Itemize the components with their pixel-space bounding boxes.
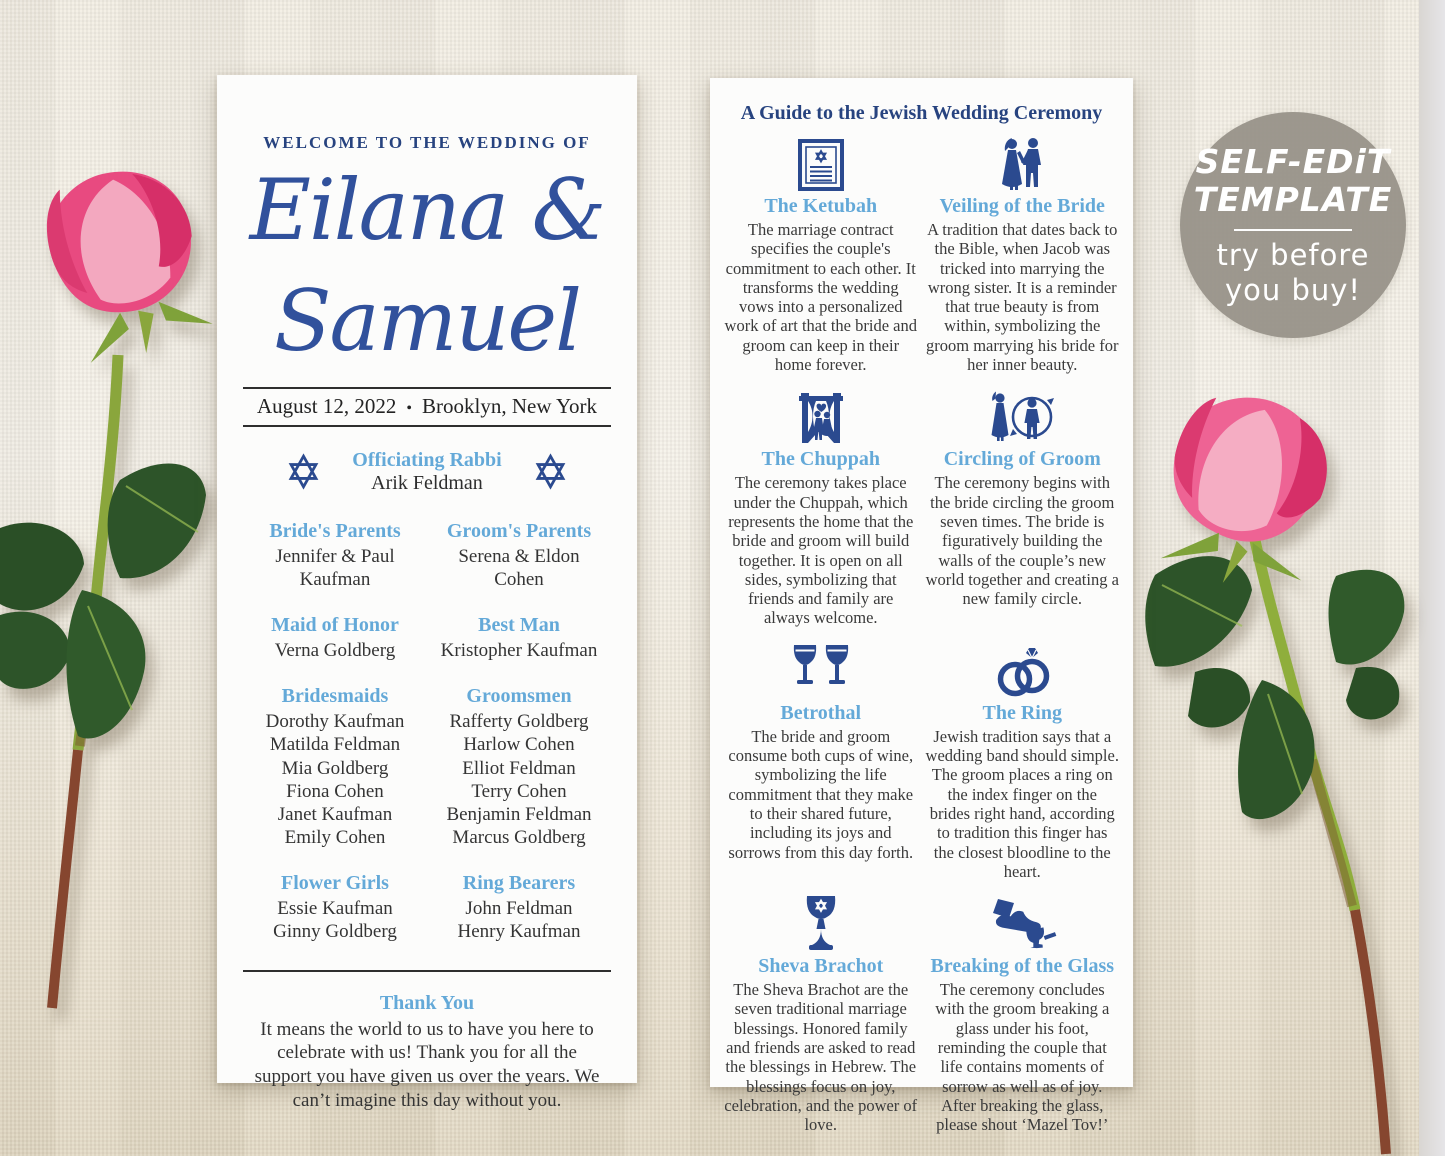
guide-section-title: Veiling of the Bride <box>939 195 1105 217</box>
guide-section-veiling <box>926 137 1120 374</box>
role-name: John Feldman <box>465 898 573 920</box>
kiddush-cup-icon <box>801 897 841 951</box>
self-edit-badge <box>1180 112 1406 338</box>
couple-name-line2: Samuel <box>274 271 580 370</box>
role-name: Terry Cohen <box>471 780 567 802</box>
role-name: Matilda Feldman <box>269 734 401 756</box>
role-ring-bearers <box>427 872 611 943</box>
wedding-date: August 12, 2022 <box>256 393 397 418</box>
role-grooms-parents <box>427 520 611 591</box>
role-name: Fiona Cohen <box>286 780 384 802</box>
role-flower-girls <box>243 872 427 943</box>
guide-section-text: The Sheva Brachot are the seven traditional marriage blessings. Honored family and friends are asked to read the blessings in Hebrew. The blessings focus on joy, celebration, and the power of love. <box>724 980 918 1135</box>
role-name: Kaufman <box>299 568 371 590</box>
role-title: Bridesmaids <box>281 685 389 708</box>
role-name: Janet Kaufman <box>277 803 393 825</box>
guide-section-title: The Ketubah <box>764 195 878 217</box>
officiant-title: Officiating Rabbi <box>352 448 502 471</box>
officiant-section <box>235 449 619 494</box>
wedding-party-grid <box>235 520 619 944</box>
guide-section-title: Sheva Brachot <box>758 955 884 978</box>
role-names <box>427 710 611 849</box>
role-title: Groom's Parents <box>446 519 592 542</box>
role-name: Essie Kaufman <box>277 898 393 920</box>
role-title: Maid of Honor <box>271 614 399 637</box>
role-groomsmen <box>427 685 611 849</box>
role-name: Harlow Cohen <box>463 734 575 756</box>
role-names <box>427 639 611 662</box>
role-brides-parents <box>243 520 427 591</box>
rose-photo-right <box>1140 380 1445 1156</box>
date-location-row <box>235 389 619 425</box>
role-name: Serena & Eldon <box>458 545 580 567</box>
wine-glasses-icon <box>790 644 852 698</box>
welcome-heading: WELCOME TO THE WEDDING OF <box>263 133 591 152</box>
guide-section-title: Breaking of the Glass <box>930 955 1115 978</box>
role-maid-of-honor <box>243 614 427 662</box>
guide-card <box>710 78 1133 1135</box>
role-name: Mia Goldberg <box>281 757 389 779</box>
guide-section-text: Jewish tradition says that a wedding band should simple. The groom places a ring on the index finger on the brides right hand, according to tradition this finger has the closest bloodline to the heart. <box>925 726 1119 881</box>
guide-section-title: Betrothal <box>780 701 862 724</box>
rose-illustration <box>1140 380 1445 1156</box>
guide-grid <box>720 137 1123 1135</box>
badge-line3: try before <box>1216 237 1370 272</box>
role-name: Ginny Goldberg <box>273 921 397 943</box>
circling-icon <box>990 390 1054 444</box>
role-name: Verna Goldberg <box>274 640 396 662</box>
star-of-david-icon <box>532 453 569 490</box>
role-names <box>243 639 427 662</box>
role-name: Emily Cohen <box>284 827 386 849</box>
guide-section-ring <box>926 644 1120 881</box>
thank-you-heading: Thank You <box>379 991 475 1014</box>
guide-section-chuppah <box>724 390 918 627</box>
role-best-man <box>427 614 611 662</box>
role-name: Elliot Feldman <box>462 757 576 779</box>
role-name: Jennifer & Paul <box>275 545 395 567</box>
divider <box>243 970 611 972</box>
rose-illustration <box>0 150 230 1010</box>
role-name: Kristopher Kaufman <box>440 640 598 662</box>
badge-line1: SELF-EDiT <box>1195 141 1391 181</box>
guide-section-circling <box>926 390 1120 627</box>
divider <box>243 425 611 427</box>
guide-section-sheva <box>724 897 918 1134</box>
guide-section-text: The bride and groom consume both cups of wine, symbolizing the life commitment that they make to their shared future, including its joys and sorrows from this day forth. <box>728 726 914 862</box>
program-card <box>217 75 637 1111</box>
thank-you-text: It means the world to us to have you here to celebrate with us! Thank you for all the support you have given us over the years. We can’t imagine this day without you. <box>254 1018 600 1111</box>
role-name: Cohen <box>494 568 544 590</box>
ketubah-icon <box>798 137 844 191</box>
rose-photo-left <box>0 150 230 1010</box>
role-names <box>427 897 611 943</box>
role-names <box>427 545 611 591</box>
wedding-location: Brooklyn, New York <box>422 393 598 418</box>
guide-section-ketubah <box>724 137 918 374</box>
role-title: Flower Girls <box>281 872 389 895</box>
role-name: Marcus Goldberg <box>452 827 586 849</box>
role-name: Dorothy Kaufman <box>265 711 405 733</box>
breaking-glass-icon <box>984 897 1060 951</box>
guide-section-text: The ceremony takes place under the Chuppah, which represents the home that the bride and groom will build together. It is open on all sides, symbolizing that friends and family are always welcome. <box>728 473 914 628</box>
badge-divider <box>1234 229 1352 231</box>
rings-icon <box>992 644 1052 698</box>
role-name: Benjamin Feldman <box>446 803 592 825</box>
role-names <box>243 897 427 943</box>
guide-section-breaking-glass <box>926 897 1120 1134</box>
badge-line4: you buy! <box>1224 272 1362 307</box>
guide-section-betrothal <box>724 644 918 881</box>
role-names <box>243 710 427 849</box>
role-title: Best Man <box>478 614 560 637</box>
guide-section-text: A tradition that dates back to the Bible, when Jacob was tricked into marrying the wrong sister. It is a reminder that true beauty is from within, symbolizing the groom marrying his bride for her inner beauty. <box>926 220 1119 375</box>
role-names <box>243 545 427 591</box>
guide-title: A Guide to the Jewish Wedding Ceremony <box>740 102 1103 124</box>
guide-section-title: The Chuppah <box>761 448 880 471</box>
star-of-david-icon <box>285 453 322 490</box>
guide-section-text: The ceremony begins with the bride circling the groom seven times. The bride is figuratively building the walls of the couple’s new world together and creating a new family circle. <box>925 473 1119 609</box>
role-title: Groomsmen <box>466 685 572 708</box>
couple-name-line1: Eilana & <box>249 161 605 259</box>
role-title: Ring Bearers <box>462 872 576 895</box>
role-title: Bride's Parents <box>269 519 401 542</box>
bride-groom-icon <box>998 137 1046 191</box>
guide-section-title: The Ring <box>982 701 1062 724</box>
role-name: Henry Kaufman <box>457 921 581 943</box>
guide-section-text: The ceremony concludes with the groom breaking a glass under his foot, reminding the couple that life contains moments of sorrow as well as of joy. After breaking the glass, please shout ‘Mazel Tov!’ <box>935 980 1110 1135</box>
chuppah-icon <box>794 390 848 444</box>
officiant-name: Arik Feldman <box>371 471 483 494</box>
badge-line2: TEMPLATE <box>1193 180 1393 220</box>
guide-section-text: The marriage contract specifies the couple's commitment to each other. It transforms the wedding vows into a personalized work of art that the bride and groom can keep in their home forever. <box>724 220 917 375</box>
role-name: Rafferty Goldberg <box>449 711 589 733</box>
dot-separator: • <box>406 399 413 417</box>
guide-section-title: Circling of Groom <box>943 448 1101 471</box>
role-bridesmaids <box>243 685 427 849</box>
